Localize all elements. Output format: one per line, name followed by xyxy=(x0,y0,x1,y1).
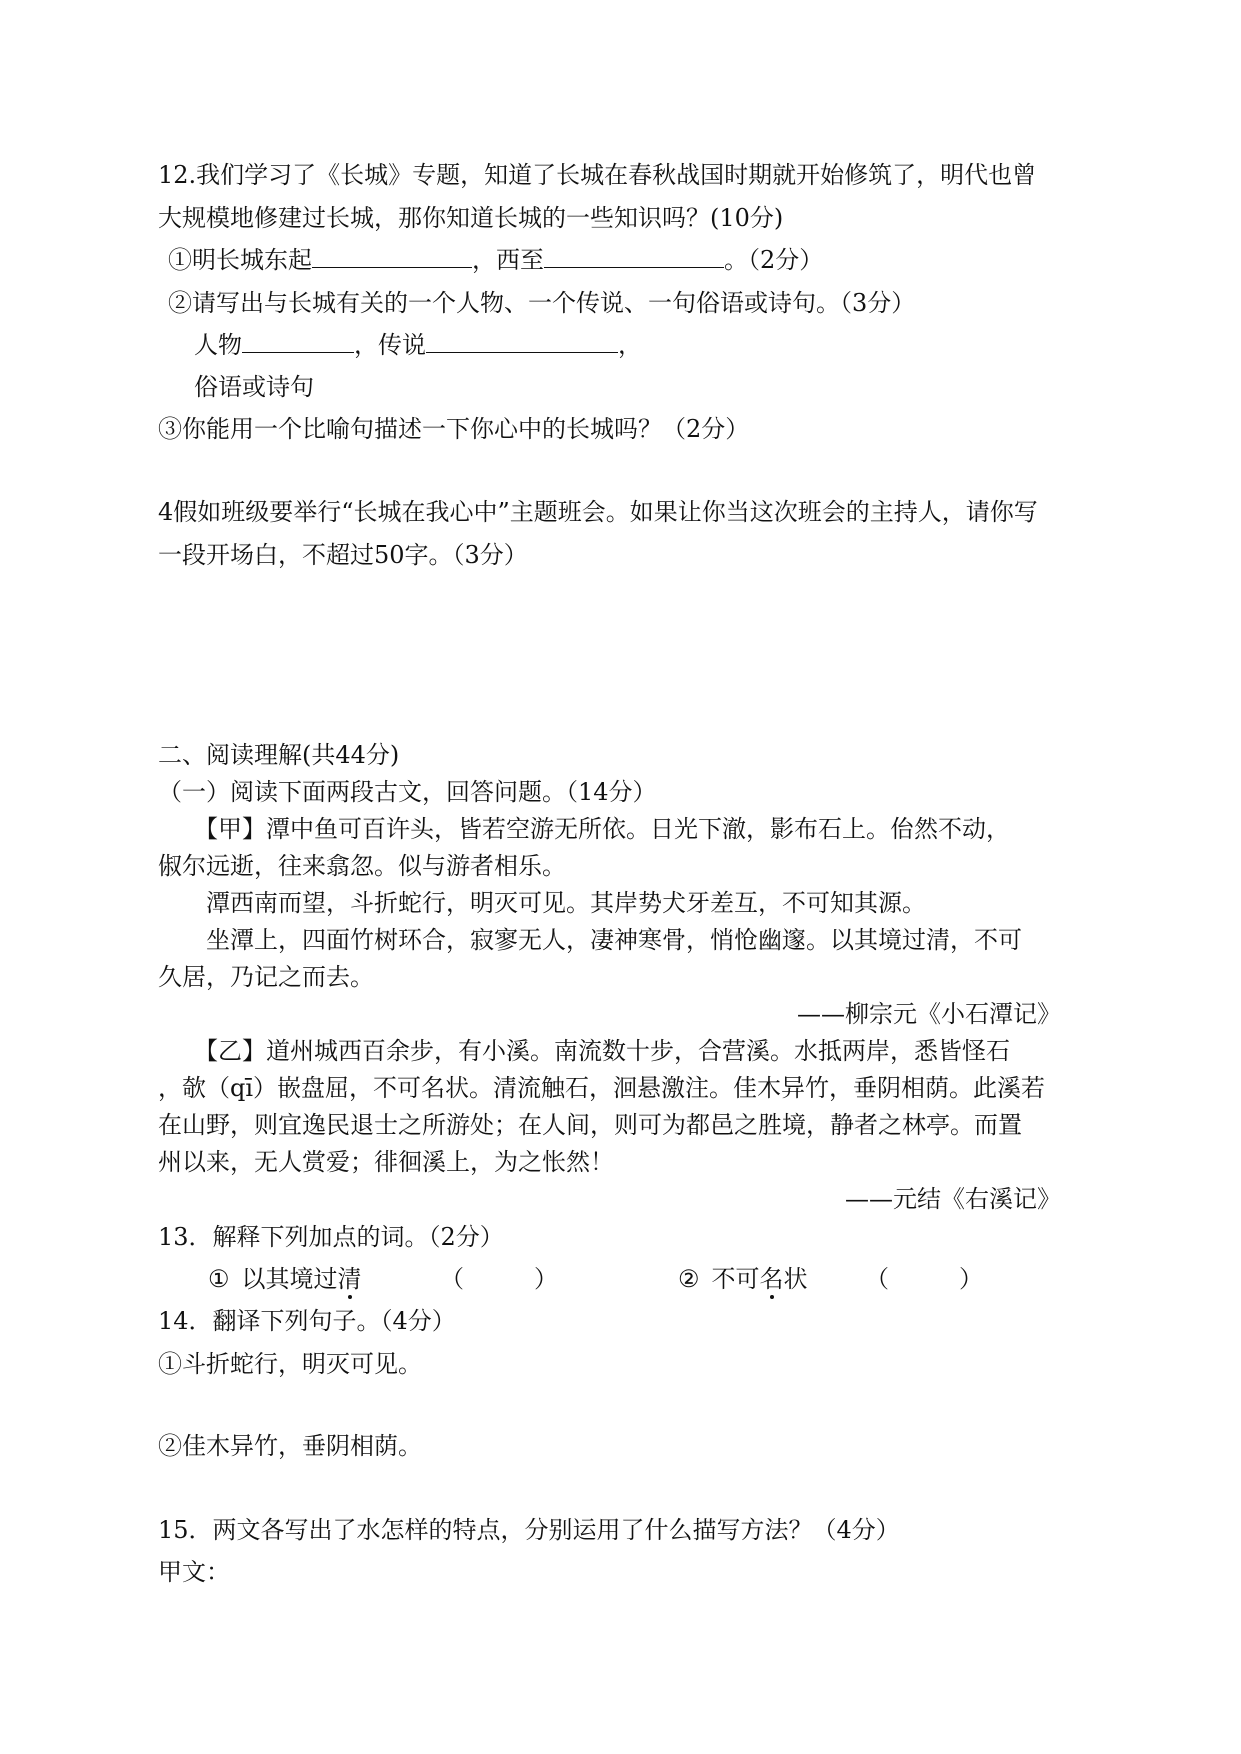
q14-title: 14．翻译下列句子。（4分） xyxy=(158,1307,456,1335)
q12-part-1-text-c: 。（2分） xyxy=(724,246,824,274)
q13-item-1-dotted-word: 清 xyxy=(337,1265,362,1293)
q13-item-1 xyxy=(208,1264,362,1294)
jia-para-3-line-2: 久居，乃记之而去。 xyxy=(158,963,374,991)
q12-part-2-answers xyxy=(194,330,642,360)
west-end-blank[interactable] xyxy=(544,245,724,268)
q12-part-1-text-a: ①明长城东起 xyxy=(168,246,312,274)
q12-part-1 xyxy=(168,245,823,275)
q13-item-2-text-post: 状 xyxy=(783,1265,808,1293)
jia-para-3-line-1: 坐潭上，四面竹树环合，寂寥无人，凄神寒骨，悄怆幽邃。以其境过清，不可 xyxy=(206,926,1022,954)
q15-jia-label: 甲文： xyxy=(158,1558,230,1586)
person-label: 人物 xyxy=(194,331,242,359)
legend-comma: ， xyxy=(618,331,642,359)
q13-item-1-paren-open: （ xyxy=(440,1265,464,1293)
q12-part-3: ③你能用一个比喻句描述一下你心中的长城吗？（2分） xyxy=(158,415,750,443)
q4-line-2: 一段开场白，不超过50字。（3分） xyxy=(158,541,528,569)
person-blank[interactable] xyxy=(242,330,354,353)
q13-item-2-answer[interactable] xyxy=(865,1264,983,1294)
q13-item-1-answer[interactable] xyxy=(440,1264,558,1294)
yi-line-1: 【乙】道州城西百余步，有小溪。南流数十步，合营溪。水抵两岸，悉皆怪石 xyxy=(194,1037,1010,1065)
saying-label: 俗语或诗句 xyxy=(194,373,314,401)
jia-para-1-line-1: 【甲】潭中鱼可百许头，皆若空游无所依。日光下澈，影布石上。佁然不动， xyxy=(194,815,1010,843)
jia-para-2: 潭西南而望，斗折蛇行，明灭可见。其岸势犬牙差互，不可知其源。 xyxy=(206,889,926,917)
q15-title: 15．两文各写出了水怎样的特点，分别运用了什么描写方法？（4分） xyxy=(158,1516,900,1544)
section-2-title: 二、阅读理解(共44分) xyxy=(158,741,400,769)
q4-line-1: 4假如班级要举行“长城在我心中”主题班会。如果让你当这次班会的主持人，请你写 xyxy=(158,498,1038,526)
section-2-sub-1: （一）阅读下面两段古文，回答问题。（14分） xyxy=(158,778,657,806)
q12-part-1-text-b: ，西至 xyxy=(472,246,544,274)
q13-item-2-num: ② xyxy=(678,1265,700,1293)
q13-item-1-num: ① xyxy=(208,1265,230,1293)
yi-line-4: 州以来，无人赏爱；徘徊溪上，为之怅然！ xyxy=(158,1148,614,1176)
q14-sentence-1: ①斗折蛇行，明灭可见。 xyxy=(158,1350,422,1378)
q12-line-1: 12.我们学习了《长城》专题，知道了长城在春秋战国时期就开始修筑了，明代也曾 xyxy=(158,161,1037,189)
q12-part-2: ②请写出与长城有关的一个人物、一个传说、一句俗语或诗句。（3分） xyxy=(168,289,916,317)
legend-blank[interactable] xyxy=(426,330,618,353)
yi-line-2: ，欹（qī）嵌盘屈，不可名状。清流触石，洄悬激注。佳木异竹，垂阴相荫。此溪若 xyxy=(158,1074,1046,1102)
q13-item-1-text: 以其境过 xyxy=(241,1265,338,1293)
q13-item-2-paren-open: （ xyxy=(865,1265,889,1293)
q13-item-1-paren-close: ） xyxy=(534,1265,558,1293)
q12-line-2: 大规模地修建过长城，那你知道长城的一些知识吗？(10分) xyxy=(158,204,784,232)
q13-title: 13．解释下列加点的词。（2分） xyxy=(158,1223,504,1251)
q13-item-2-dotted-word: 名 xyxy=(759,1265,784,1293)
q13-item-2-paren-close: ） xyxy=(959,1265,983,1293)
yi-line-3: 在山野，则宜逸民退士之所游处；在人间，则可为都邑之胜境，静者之林亭。而置 xyxy=(158,1111,1022,1139)
jia-source: ——柳宗元《小石潭记》 xyxy=(797,1000,1061,1028)
east-start-blank[interactable] xyxy=(312,245,472,268)
q13-item-2 xyxy=(678,1264,808,1294)
legend-label: ，传说 xyxy=(354,331,426,359)
jia-para-1-line-2: 俶尔远逝，往来翕忽。似与游者相乐。 xyxy=(158,852,566,880)
q13-item-2-text: 不可 xyxy=(711,1265,760,1293)
q14-sentence-2: ②佳木异竹，垂阴相荫。 xyxy=(158,1432,422,1460)
yi-source: ——元结《右溪记》 xyxy=(845,1185,1061,1213)
